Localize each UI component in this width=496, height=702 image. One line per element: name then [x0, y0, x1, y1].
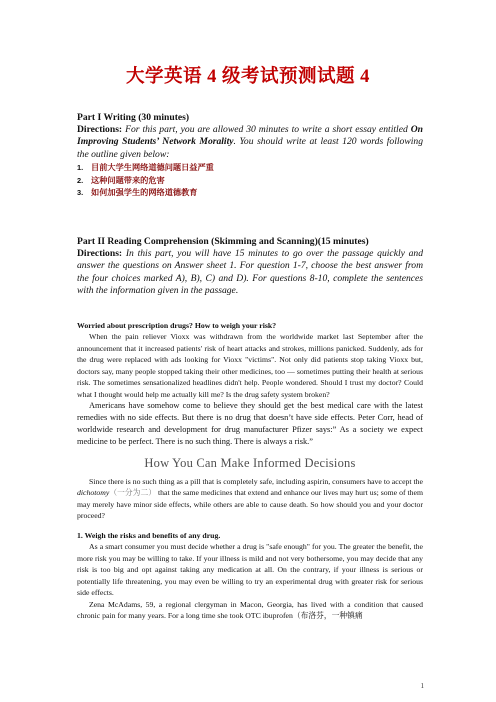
outline-item-text: 如何加强学生的网络道德教育 [91, 187, 198, 197]
part2-section [77, 236, 423, 298]
outline-item [77, 187, 423, 199]
outline-item-text: 目前大学生网络道德问题日益严重 [91, 163, 214, 173]
part2-directions-text: In this part, you will have 15 minutes to go over the passage quickly and answer the questions on Answer sheet 1. For question 1-7, choose the best answer from the four choices marked A), B), C) and D). For questions 8-10, complete the sentences with the information given in the passage. [77, 248, 423, 297]
passage-bottom [77, 476, 423, 621]
outline-item-number: 3. [77, 187, 84, 197]
part1-essay-topic: On Improving Students’ Network Morality [77, 124, 423, 148]
passage-paragraph-2: Americans have somehow come to believe they should get the best medical care with the latest remedies with no side effects. But there is no drug that doesn’t have side effects. Peter Corr, head of worldwide research and development for drug manufacturer Pfizer says:” As a society we expect medicine to be perfect. There is no such thing. There is always a risk.” [77, 401, 423, 446]
part1-directions-text-b: . You should write at least 120 words following the outline given below: [77, 136, 423, 160]
dichotomy-gloss: （一分为二） [109, 488, 157, 498]
page-number: 1 [420, 682, 424, 690]
outline-list [77, 162, 423, 199]
passage-paragraph-5: Zena McAdams, 59, a regional clergyman in Macon, Georgia, has lived with a condition that caused chronic pain for many years. For a long time she took OTC ibuprofen（布洛芬，一种镇痛 [77, 599, 423, 620]
outline-item-text: 这种问题带来的危害 [91, 175, 165, 185]
part1-section [77, 112, 423, 199]
outline-item [77, 162, 423, 174]
part2-directions [77, 248, 423, 298]
passage-paragraph-1: When the pain reliever Vioxx was withdrawn from the worldwide market last September after the announcement that it increased patients' risk of heart attacks and strokes, millions panicked. Suddenly, ads for the drug were replaced with ads looking for Vioxx "victims". Not only did patients stop taking Vioxx but, doctors say, many people stopped taking their other medicines, too — sometimes putting their health at serious risk. The sometimes sensationalized headlines didn't help. People wondered. Should I trust my doctor? Could what I thought would help me actually kill me? Is the drug safety system broken? [77, 332, 423, 399]
part1-directions-text-a: For this part, you are allowed 30 minutes to write a short essay entitled [122, 124, 411, 135]
paragraph-3-text-a: Since there is no such thing as a pill that is completely safe, including aspirin, consumers have to accept the [89, 477, 423, 486]
outline-item [77, 175, 423, 187]
passage-paragraph-4: As a smart consumer you must decide whether a drug is "safe enough" for you. The greater the benefit, the more risk you may be willing to take. If your illness is mild and not very bothersome, you may decide that any risk is too big and opt against taking any medication at all. On the contrary, if your illness is serious or potentially life threatening, you may even be willing to try an experimental drug with greater risk for serious side effects. [77, 542, 423, 598]
paragraph-3-text-b: that the same medicines that extend and enhance our lives may hurt us; some of them may merely have minor side effects, while others are able to cause death. So how should you and your doctor proceed? [77, 488, 423, 521]
passage-paragraph-3 [77, 476, 423, 522]
outline-item-number: 1. [77, 163, 84, 173]
part1-directions [77, 124, 423, 161]
part1-directions-label: Directions: [77, 124, 123, 135]
document-title: 大学英语 4 级考试预测试题 4 [126, 67, 370, 87]
part1-heading: Part I Writing (30 minutes) [77, 112, 190, 123]
passage-subheading: How You Can Make Informed Decisions [144, 456, 356, 470]
passage-question: Worried about prescription drugs? How to weigh your risk? [77, 321, 277, 330]
passage-top [77, 320, 423, 447]
part2-heading: Part II Reading Comprehension (Skimming and Scanning)(15 minutes) [77, 236, 369, 247]
part2-directions-label: Directions: [77, 248, 123, 259]
numbered-point-1: 1. Weigh the risks and benefits of any drug. [77, 530, 221, 540]
dichotomy-term: dichotomy [77, 488, 110, 498]
outline-item-number: 2. [77, 175, 84, 185]
